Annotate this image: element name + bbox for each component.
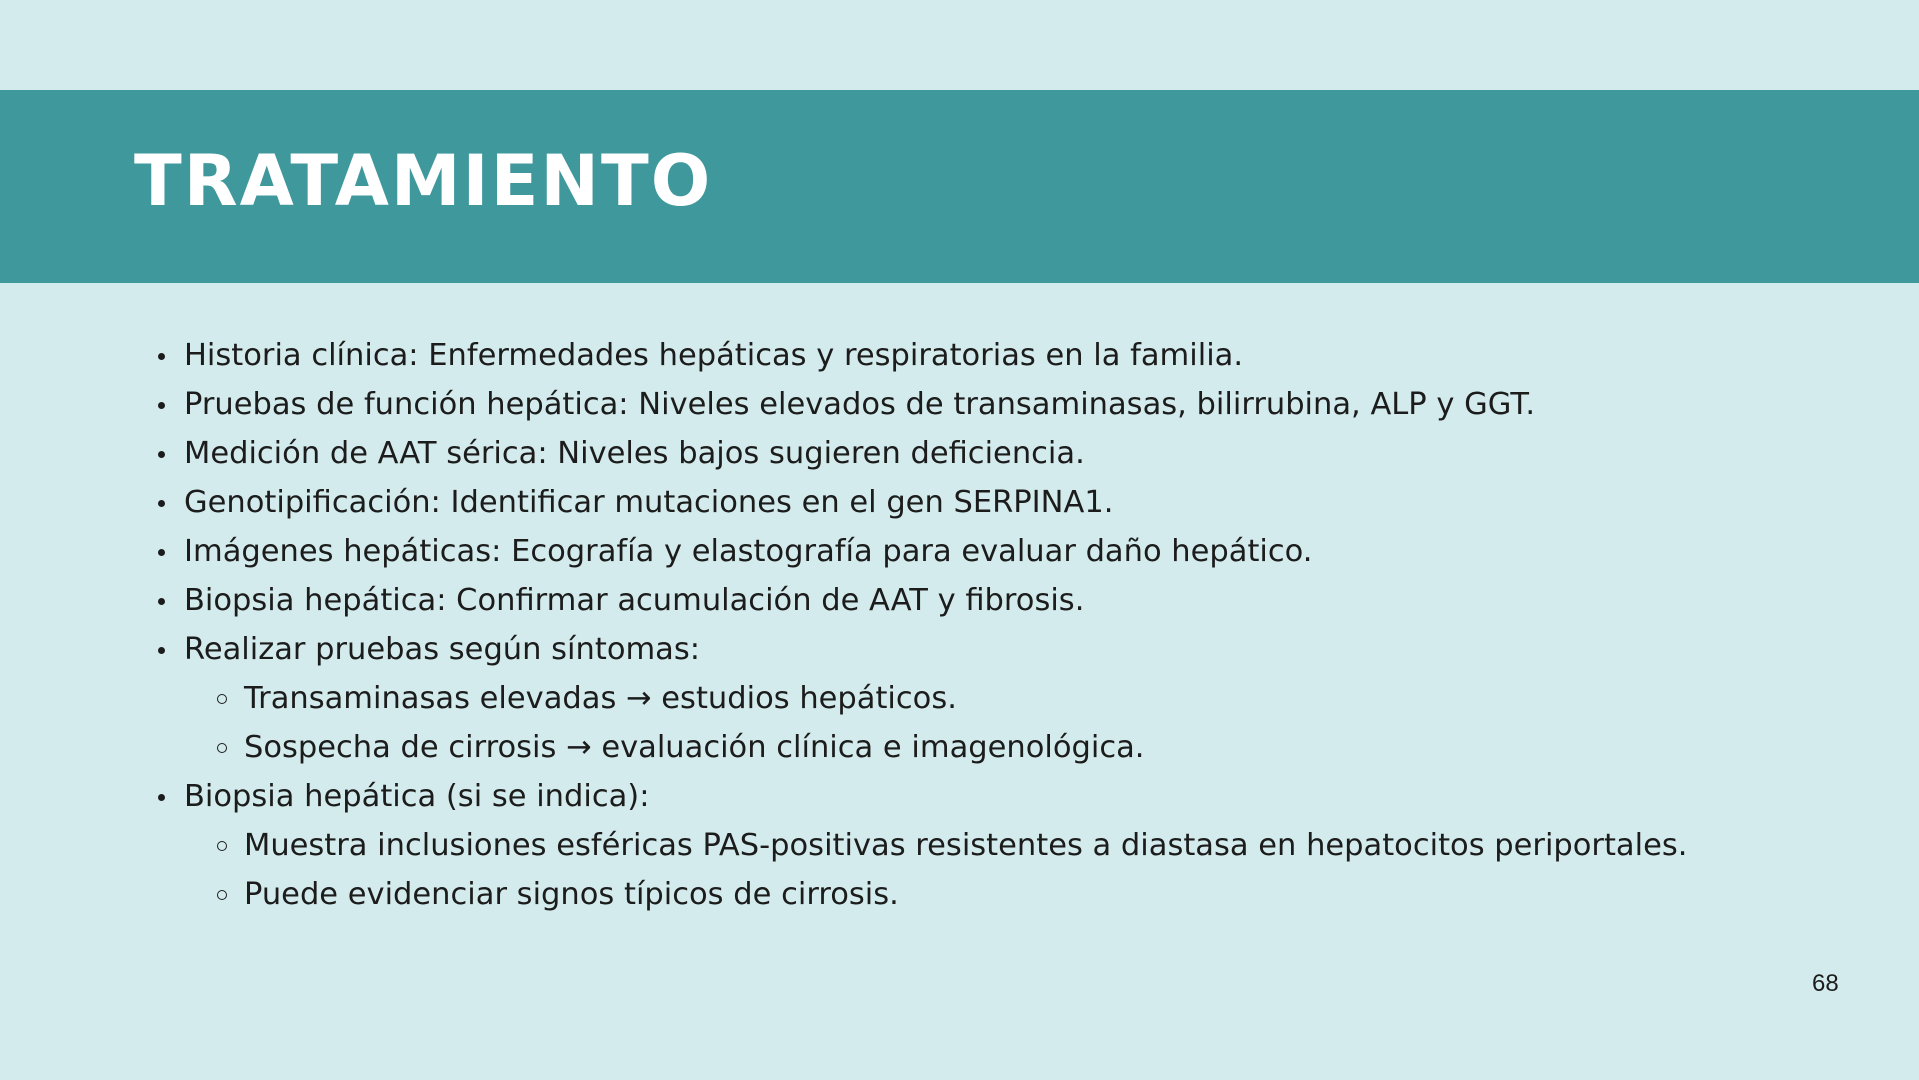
sub-list-item (154, 870, 1854, 919)
bullet-dot-icon (158, 598, 165, 605)
list-item-text: Imágenes hepáticas: Ecografía y elastografía para evaluar daño hepático. (184, 534, 1313, 569)
bullet-dot-icon (158, 353, 165, 360)
bullet-dot-icon (158, 794, 165, 801)
list-item-text: Muestra inclusiones esféricas PAS-positivas resistentes a diastasa en hepatocitos periportales. (244, 828, 1688, 863)
bullet-circle-icon (217, 890, 227, 900)
list-item-text: Pruebas de función hepática: Niveles elevados de transaminasas, bilirrubina, ALP y GGT. (184, 387, 1536, 422)
list-item-text: Historia clínica: Enfermedades hepáticas y respiratorias en la familia. (184, 338, 1244, 373)
bullet-dot-icon (158, 549, 165, 556)
list-item-text: Realizar pruebas según síntomas: (184, 632, 701, 667)
list-item-text: Medición de AAT sérica: Niveles bajos sugieren deficiencia. (184, 436, 1085, 471)
sub-list-item (154, 821, 1854, 870)
bullet-dot-icon (158, 451, 165, 458)
list-item (154, 478, 1854, 527)
list-item-text: Genotipificación: Identificar mutaciones en el gen SERPINA1. (184, 485, 1114, 520)
bullet-dot-icon (158, 500, 165, 507)
bullet-circle-icon (217, 743, 227, 753)
page-number: 68 (1812, 970, 1839, 997)
list-item-text: Biopsia hepática: Confirmar acumulación de AAT y fibrosis. (184, 583, 1085, 618)
bullet-dot-icon (158, 402, 165, 409)
list-item (154, 380, 1854, 429)
slide-title: TRATAMIENTO (134, 140, 713, 222)
list-item (154, 527, 1854, 576)
list-item (154, 772, 1854, 821)
list-item (154, 331, 1854, 380)
list-item-text: Puede evidenciar signos típicos de cirrosis. (244, 877, 899, 912)
list-item (154, 429, 1854, 478)
list-item (154, 625, 1854, 674)
bullet-dot-icon (158, 647, 165, 654)
bullet-circle-icon (217, 841, 227, 851)
list-item (154, 576, 1854, 625)
list-item-text: Biopsia hepática (si se indica): (184, 779, 650, 814)
sub-list-item (154, 674, 1854, 723)
list-item-text: Transaminasas elevadas → estudios hepáticos. (244, 681, 957, 716)
bullet-list (154, 331, 1854, 919)
list-item-text: Sospecha de cirrosis → evaluación clínica e imagenológica. (244, 730, 1145, 765)
sub-list-item (154, 723, 1854, 772)
bullet-circle-icon (217, 694, 227, 704)
